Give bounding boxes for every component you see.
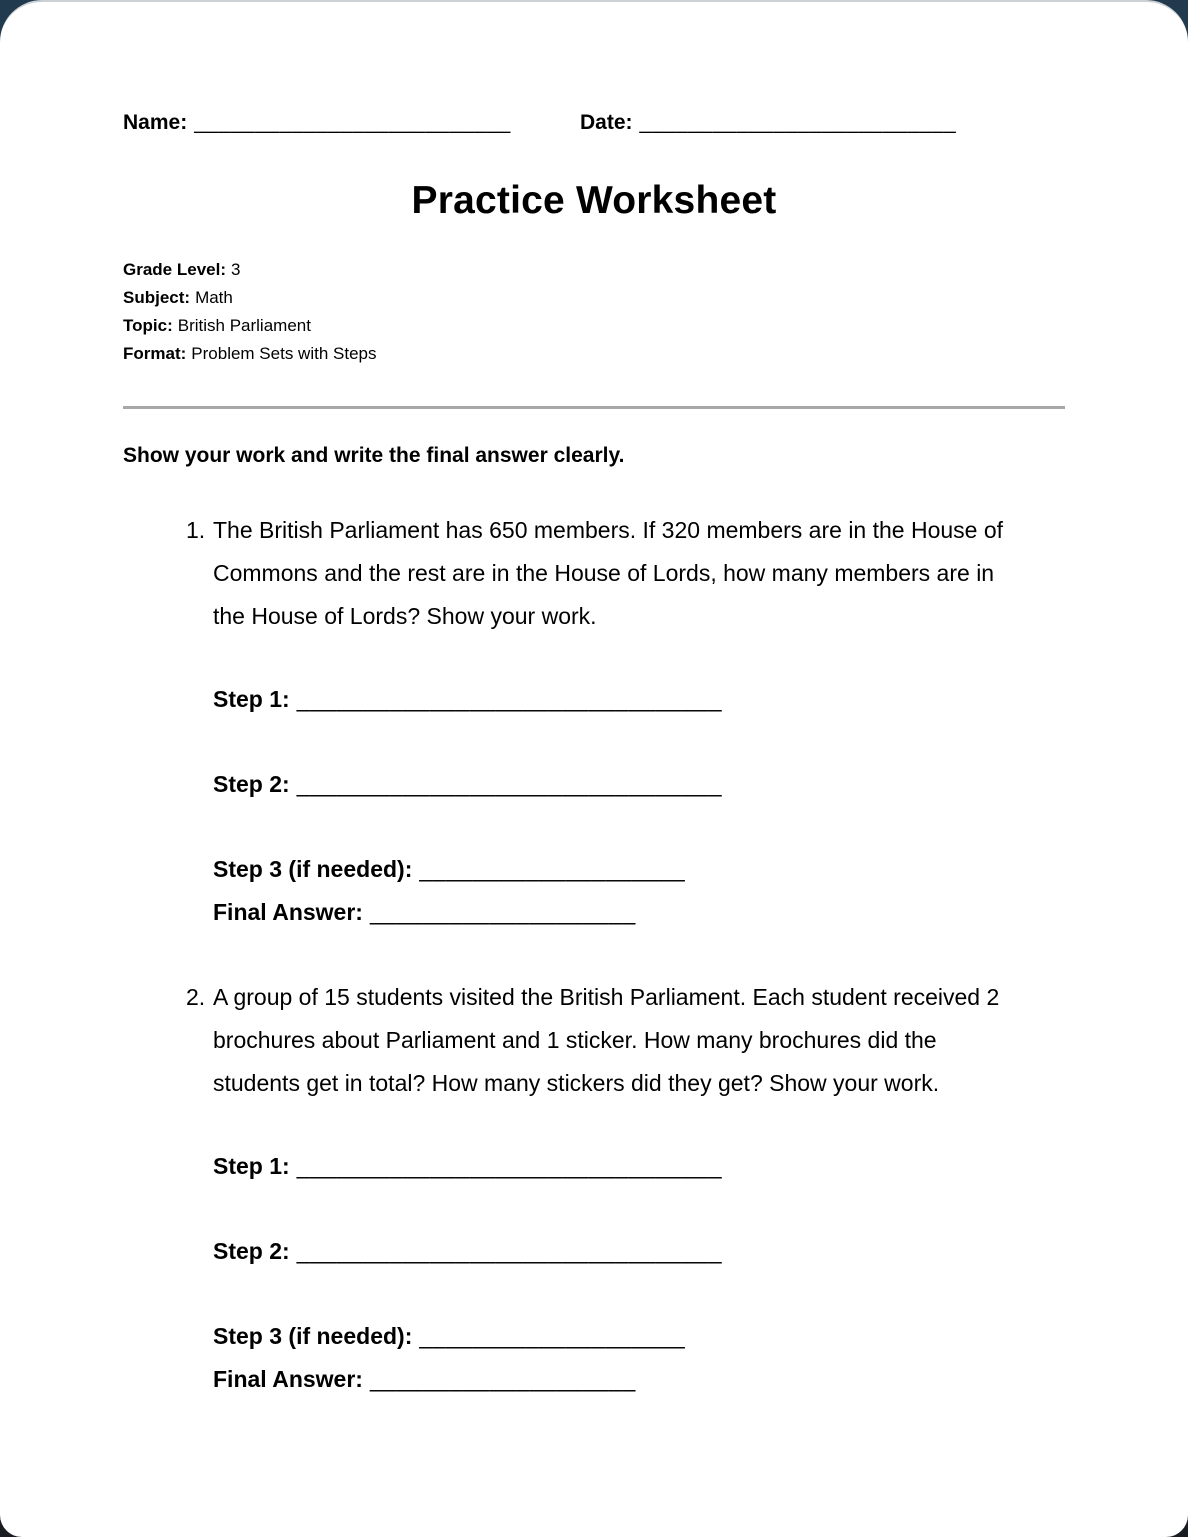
date-label: Date:: [580, 111, 633, 134]
meta-label: Format:: [123, 344, 187, 363]
meta-value: Math: [195, 288, 233, 307]
answer-blank-line: ________________________________: [296, 1153, 723, 1179]
worksheet-page: [123, 2, 1065, 1461]
section-divider: [123, 406, 1065, 409]
problem-list: [123, 509, 1065, 1401]
step-row-3: [213, 848, 1028, 891]
final-answer-label: Final Answer:: [213, 899, 363, 925]
final-answer-row: [213, 1358, 1028, 1401]
answer-blank-line: ________________________________: [296, 1238, 723, 1264]
answer-blank-line: ________________________________: [296, 686, 723, 712]
step-label: Step 1:: [213, 1153, 290, 1179]
date-blank-line: __________________________: [639, 111, 957, 134]
problem-number: 2.: [186, 984, 206, 1010]
step-label: Step 1:: [213, 686, 290, 712]
page-title: Practice Worksheet: [411, 179, 777, 222]
final-answer-row: [213, 891, 1028, 934]
problem-text: The British Parliament has 650 members. If 320 members are in the House of Commons and the rest are in the House of Lords, how many members are in the House of Lords? Show your work.: [213, 517, 1004, 629]
meta-label: Subject:: [123, 288, 191, 307]
meta-row-grade-level: [123, 256, 1065, 284]
step-label: Step 2:: [213, 1238, 290, 1264]
problem-body: [213, 509, 1028, 934]
meta-row-format: [123, 340, 1065, 368]
meta-row-subject: [123, 284, 1065, 312]
steps-block: [213, 678, 1028, 934]
name-field: [123, 110, 580, 136]
step-row-1: [213, 1145, 1028, 1188]
step-label: Step 2:: [213, 771, 290, 797]
problem-text: A group of 15 students visited the British Parliament. Each student received 2 brochures about Parliament and 1 sticker. How many brochures did the students get in total? How many stickers did they get? Show your work.: [213, 984, 1000, 1096]
name-blank-line: __________________________: [194, 111, 511, 134]
meta-value: Problem Sets with Steps: [191, 344, 377, 363]
answer-blank-line: ____________________: [419, 1323, 686, 1349]
answer-blank-line: ____________________: [419, 856, 686, 882]
instructions-text: Show your work and write the final answer clearly.: [123, 444, 625, 467]
final-answer-label: Final Answer:: [213, 1366, 363, 1392]
step-row-3: [213, 1315, 1028, 1358]
steps-block: [213, 1145, 1028, 1401]
step-row-1: [213, 678, 1028, 721]
problem-item-2: [123, 976, 1065, 1401]
meta-value: 3: [231, 260, 241, 279]
meta-label: Grade Level:: [123, 260, 226, 279]
meta-block: [123, 256, 1065, 368]
answer-blank-line: ____________________: [369, 899, 636, 925]
answer-blank-line: ________________________________: [296, 771, 723, 797]
meta-label: Topic:: [123, 316, 173, 335]
name-date-row: [123, 110, 1065, 136]
step-row-2: [213, 1230, 1028, 1273]
answer-blank-line: ____________________: [369, 1366, 636, 1392]
name-label: Name:: [123, 111, 188, 134]
step-label: Step 3 (if needed):: [213, 1323, 413, 1349]
date-field: [580, 110, 956, 136]
problem-body: [213, 976, 1028, 1401]
meta-row-topic: [123, 312, 1065, 340]
meta-value: British Parliament: [177, 316, 311, 335]
step-row-2: [213, 763, 1028, 806]
problem-number: 1.: [186, 517, 206, 543]
problem-item-1: [123, 509, 1065, 934]
step-label: Step 3 (if needed):: [213, 856, 413, 882]
